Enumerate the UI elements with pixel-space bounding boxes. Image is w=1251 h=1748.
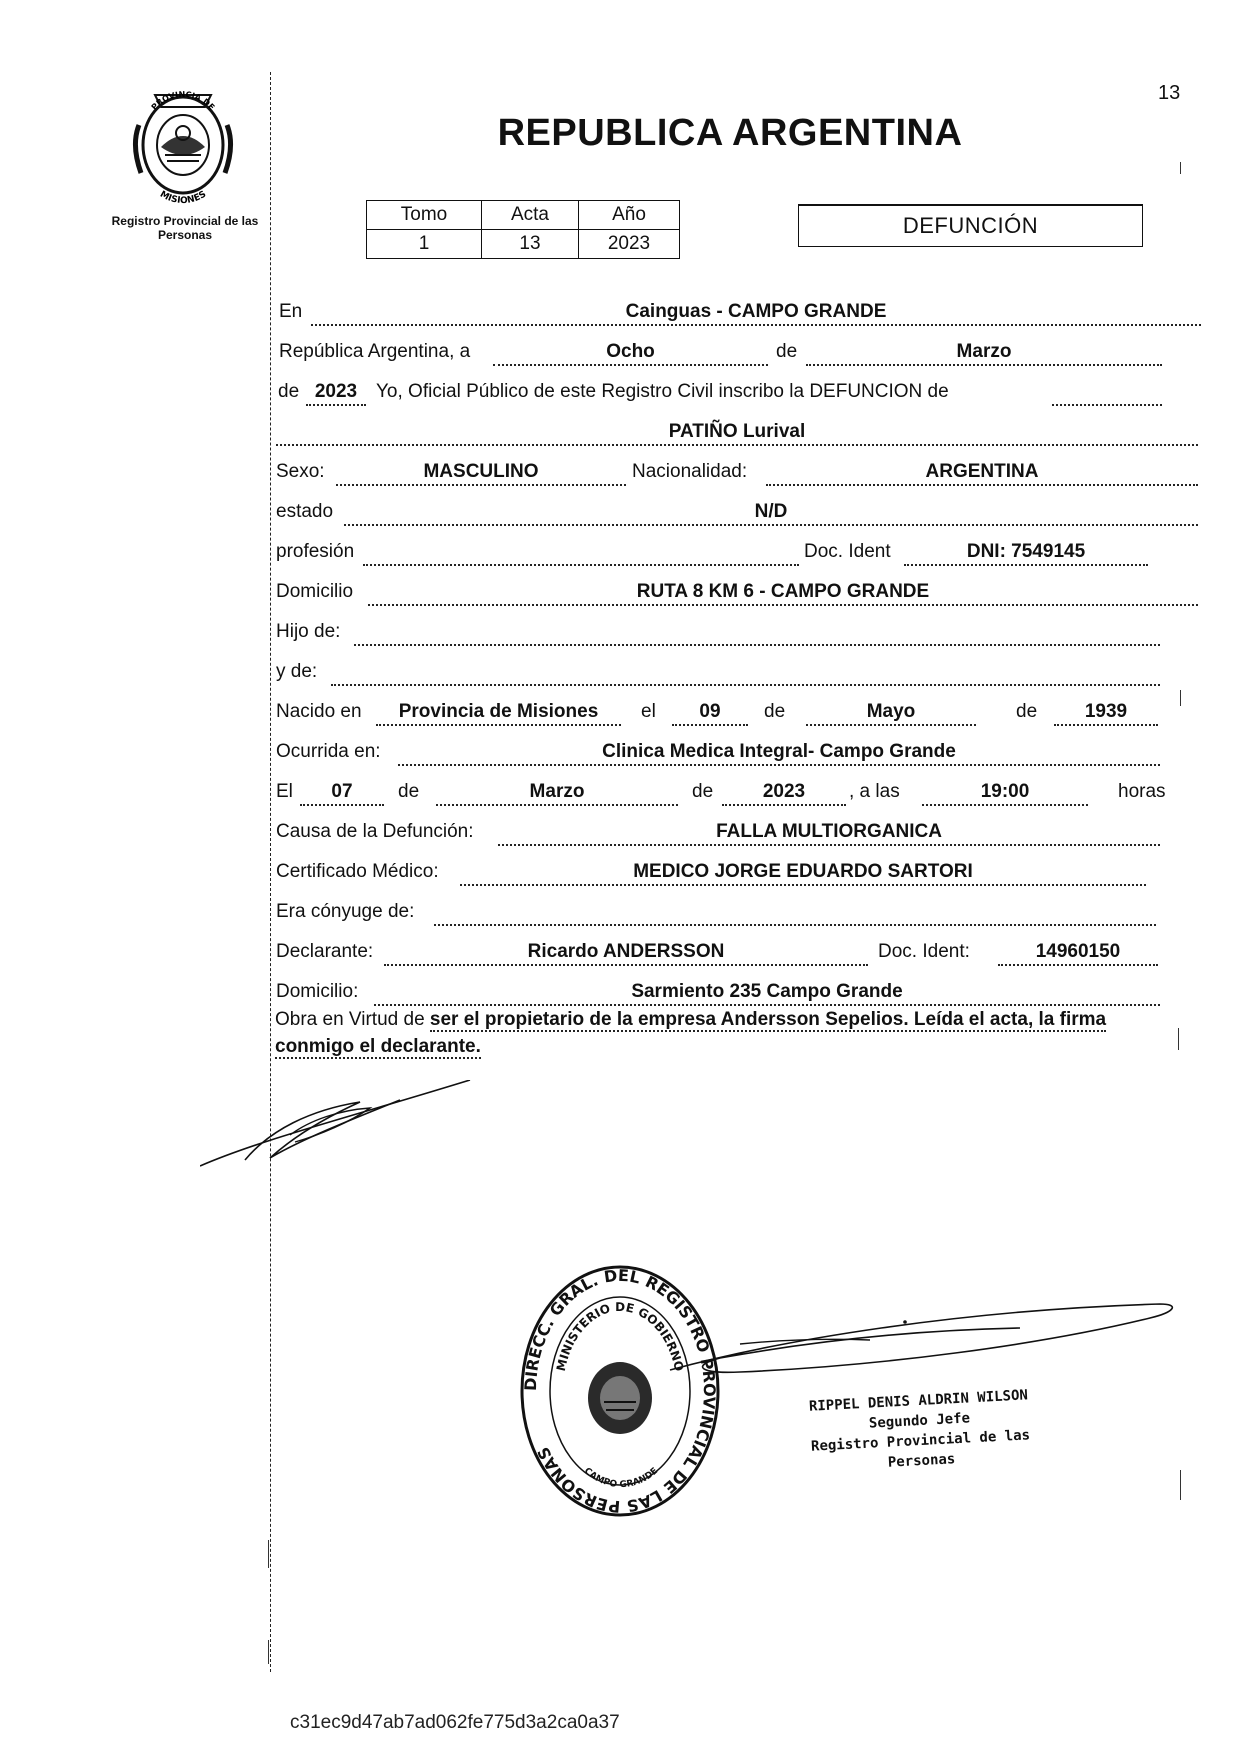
province-coat-of-arms-logo	[125, 85, 240, 205]
nacionalidad-value: ARGENTINA	[766, 460, 1198, 486]
officer-office: Registro Provincial de las Personas	[810, 1427, 1031, 1471]
margin-mark	[268, 1540, 269, 1568]
document-type-box: DEFUNCIÓN	[798, 204, 1143, 247]
volume-table	[366, 200, 680, 259]
doc-ident-value: DNI: 7549145	[904, 540, 1148, 566]
a-las-label: , a las	[849, 781, 900, 802]
place-value: Cainguas - CAMPO GRANDE	[311, 300, 1201, 326]
de-label-6: de	[692, 781, 714, 802]
y-de-value	[331, 660, 1160, 686]
causa-label: Causa de la Defunción:	[276, 821, 474, 842]
ocurrida-label: Ocurrida en:	[276, 741, 381, 762]
y-de-label: y de:	[276, 661, 318, 682]
margin-mark	[1180, 690, 1181, 706]
de-label-5: de	[398, 781, 420, 802]
officer-signature	[660, 1300, 1180, 1380]
birth-day-value: 09	[672, 700, 748, 726]
el-label: el	[641, 701, 656, 722]
estado-value: N/D	[344, 500, 1198, 526]
stamp-bottom-text: CAMPO GRANDE	[581, 1466, 661, 1491]
officer-statement: Yo, Oficial Público de este Registro Civil inscribo la DEFUNCION de	[376, 381, 949, 402]
hijo-de-label: Hijo de:	[276, 621, 341, 642]
officer-block	[788, 1384, 1052, 1477]
margin-mark	[1180, 1470, 1181, 1500]
declarante-doc-label: Doc. Ident:	[878, 941, 970, 962]
profesion-value	[363, 540, 799, 566]
stamp-ring-text: DIRECC. GRAL. DEL REGISTRO PROVINCIAL DE LAS PERSONAS	[520, 1265, 720, 1517]
causa-value: FALLA MULTIORGANICA	[498, 820, 1160, 846]
declarante-value: Ricardo ANDERSSON	[384, 940, 868, 966]
document-title: REPUBLICA ARGENTINA	[497, 112, 963, 154]
declarant-signature	[200, 1080, 490, 1170]
year-value: 2023	[306, 380, 366, 406]
registry-label: Registro Provincial de las Personas	[111, 214, 259, 242]
sexo-label: Sexo:	[276, 461, 325, 482]
nacido-en-label: Nacido en	[276, 701, 362, 722]
death-year-value: 2023	[722, 780, 846, 806]
left-margin-rule	[270, 72, 271, 1672]
certificado-label: Certificado Médico:	[276, 861, 439, 882]
clause-text: ser el propietario de la empresa Andersson Sepelios. Leída el acta, la firma conmigo el declarante.	[275, 1009, 1107, 1057]
sexo-value: MASCULINO	[336, 460, 626, 486]
month-value: Marzo	[806, 340, 1162, 366]
nacido-en-value: Provincia de Misiones	[376, 700, 621, 726]
domicilio-value: RUTA 8 KM 6 - CAMPO GRANDE	[368, 580, 1198, 606]
death-month-value: Marzo	[436, 780, 678, 806]
profesion-label: profesión	[276, 541, 355, 562]
declarante-label: Declarante:	[276, 941, 374, 962]
logo-top-text: PROVINCIA DE	[149, 89, 217, 112]
margin-mark	[1180, 162, 1181, 174]
ocurrida-value: Clinica Medica Integral- Campo Grande	[398, 740, 1160, 766]
acta-value: 13	[482, 230, 579, 259]
day-words-value: Ocho	[493, 340, 768, 366]
birth-month-value: Mayo	[806, 700, 976, 726]
de-label-1: de	[776, 341, 798, 362]
birth-year-value: 1939	[1054, 700, 1158, 726]
horas-label: horas	[1118, 781, 1166, 802]
hijo-de-value	[354, 620, 1160, 646]
de-label-2: de	[278, 381, 300, 402]
doc-ident-label: Doc. Ident	[804, 541, 891, 562]
en-label: En	[279, 301, 303, 322]
estado-label: estado	[276, 501, 334, 522]
margin-mark	[268, 1640, 269, 1664]
declarante-domicilio-value: Sarmiento 235 Campo Grande	[374, 980, 1160, 1006]
declarante-doc-value: 14960150	[998, 940, 1158, 966]
anio-header: Año	[579, 201, 680, 230]
republica-label: República Argentina, a	[279, 341, 471, 362]
officer-role: Segundo Jefe	[868, 1410, 971, 1432]
declarante-domicilio-label: Domicilio:	[276, 981, 359, 1002]
El-label: El	[276, 781, 293, 802]
deceased-name-value: PATIÑO Lurival	[276, 420, 1198, 446]
acta-header: Acta	[482, 201, 579, 230]
nacionalidad-label: Nacionalidad:	[632, 461, 748, 482]
death-time-value: 19:00	[922, 780, 1088, 806]
tomo-header: Tomo	[367, 201, 482, 230]
logo-bottom-text: MISIONES	[157, 189, 209, 205]
statement-blank	[1052, 380, 1162, 406]
domicilio-label: Domicilio	[276, 581, 354, 602]
tomo-value: 1	[367, 230, 482, 259]
document-hash: c31ec9d47ab7ad062fe775d3a2ca0a37	[290, 1712, 620, 1733]
page-number: 13	[1158, 82, 1181, 104]
clause-paragraph	[275, 1006, 1185, 1060]
certificado-value: MEDICO JORGE EDUARDO SARTORI	[460, 860, 1146, 886]
clause-prefix: Obra en Virtud de	[275, 1009, 430, 1030]
stamp-inner-text: MINISTERIO DE GOBIERNO	[553, 1299, 687, 1373]
anio-value: 2023	[579, 230, 680, 259]
de-label-4: de	[1016, 701, 1038, 722]
death-day-value: 07	[300, 780, 384, 806]
conyuge-label: Era cónyuge de:	[276, 901, 415, 922]
margin-mark	[1178, 1028, 1179, 1050]
de-label-3: de	[764, 701, 786, 722]
officer-name: RIPPEL DENIS ALDRIN WILSON	[808, 1387, 1029, 1415]
conyuge-value	[434, 900, 1156, 926]
